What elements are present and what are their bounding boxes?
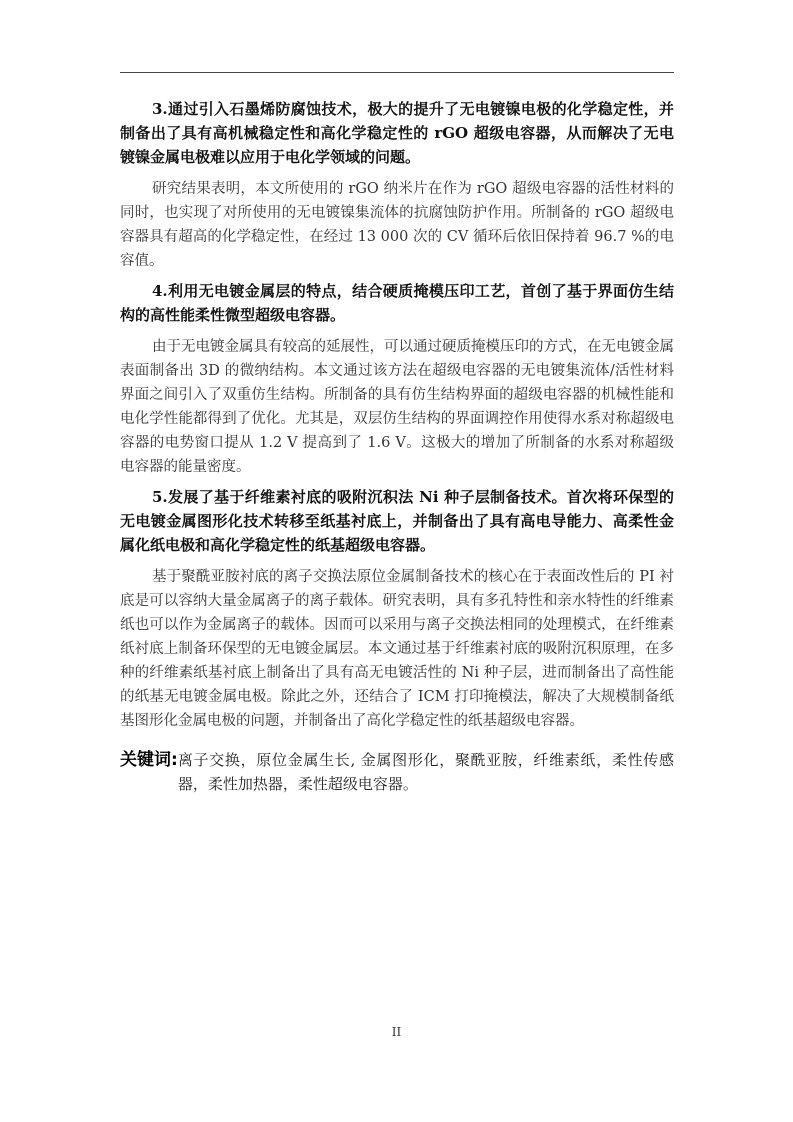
keywords-label: 关键词: (120, 750, 178, 770)
section-4-heading: 4.利用无电镀金属层的特点，结合硬质掩模压印工艺，首创了基于界面仿生结构的高性能柔性微型超级电容器。 (120, 282, 674, 324)
section-3-body: 研究结果表明，本文所使用的 rGO 纳米片在作为 rGO 超级电容器的活性材料的同时，也实现了对所使用的无电镀镍集流体的抗腐蚀防护作用。所制备的 rGO 超级电容器具有超高的化学稳定性，在经过 13 000 次的 CV 循环后依旧保持着 96.7 %的电容值。 (120, 181, 674, 269)
keywords-text: 离子交换，原位金属生长, 金属图形化，聚酰亚胺，纤维素纸，柔性传感器，柔性加热器，柔性超级电容器。 (177, 751, 674, 793)
section-3-heading: 3.通过引入石墨烯防腐蚀技术，极大的提升了无电镀镍电极的化学稳定性，并制备出了具有高机械稳定性和高化学稳定性的 rGO 超级电容器，从而解决了无电镀镍金属电极难以应用于电化学领域的问题。 (120, 100, 674, 166)
keywords (120, 748, 674, 796)
section-5-heading: 5.发展了基于纤维素衬底的吸附沉积法 Ni 种子层制备技术。首次将环保型的无电镀金属图形化技术转移至纸基衬底上，并制备出了具有高电导能力、高柔性金属化纸电极和高化学稳定性的纸基超级电容器。 (120, 488, 674, 554)
page-number: II (391, 1025, 402, 1039)
header-rule (120, 72, 674, 73)
section-4-body: 由于无电镀金属具有较高的延展性，可以通过硬质掩模压印的方式，在无电镀金属表面制备出 3D 的微纳结构。本文通过该方法在超级电容器的无电镀集流体/活性材料界面之间引入了双重仿生结构。所制备的具有仿生结构界面的超级电容器的机械性能和电化学性能都得到了优化。尤其是，双层仿生结构的界面调控作用使得水系对称超级电容器的电势窗口提从 1.2 V 提高到了 1.6 V。这极大的增加了所制备的水系对称超级电容器的能量密度。 (120, 339, 674, 475)
section-5-body: 基于聚酰亚胺衬底的离子交换法原位金属制备技术的核心在于表面改性后的 PI 衬底是可以容纳大量金属离子的离子载体。研究表明，具有多孔特性和亲水特性的纤维素纸也可以作为金属离子的载体。因而可以采用与离子交换法相同的处理模式，在纤维素纸衬底上制备环保型的无电镀金属层。本文通过基于纤维素衬底的吸附沉积原理，在多种的纤维素纸基衬底上制备出了具有高无电镀活性的 Ni 种子层，进而制备出了高性能的纸基无电镀金属电极。除此之外，还结合了 ICM 打印掩模法，解决了大规模制备纸基图形化金属电极的问题，并制备出了高化学稳定性的纸基超级电容器。 (120, 569, 674, 729)
page-content (120, 95, 674, 739)
